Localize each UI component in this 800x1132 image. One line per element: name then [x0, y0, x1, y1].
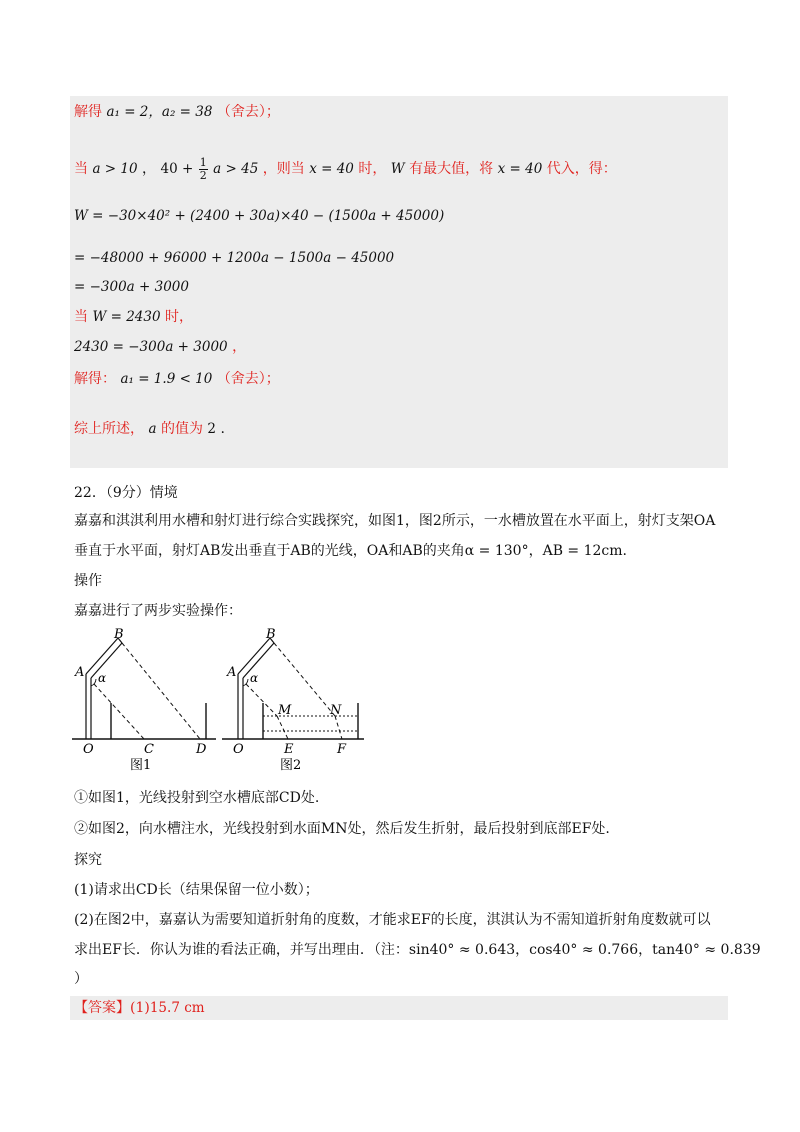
fig2-label-F: F [337, 742, 347, 757]
step-2: ②如图2，向水槽注水，光线投射到水面MN处，然后发生折射，最后投射到底部EF处. [74, 821, 610, 837]
solution-math: a > 45 [213, 161, 259, 178]
answer-line [74, 1001, 205, 1016]
solution-line-3: W = −30×40² + (2400 + 30a)×40 − (1500a + 45000) [74, 208, 445, 224]
fig2-caption: 图2 [280, 758, 302, 773]
solution-math: a [148, 421, 157, 437]
fig2-label-E: E [284, 742, 294, 757]
solution-line-4: = −48000 + 96000 + 1200a − 1500a − 45000 [74, 250, 395, 266]
solution-text: ，则当 [262, 161, 305, 178]
fig1-label-B: B [114, 627, 124, 642]
solution-line-8 [74, 372, 280, 387]
solution-math: W [390, 161, 405, 178]
fig2-label-B: B [266, 627, 276, 642]
question-1: (1)请求出CD长（结果保留一位小数）； [74, 882, 319, 898]
solution-math: 2 [207, 421, 217, 437]
solution-text: 当 [74, 161, 88, 178]
solution-text: 的值为 [160, 421, 203, 437]
solution-text: 时， [165, 309, 194, 325]
question-2-line-2: 求出EF长．你认为谁的看法正确，并写出理由．（注：sin40° ≈ 0.643，cos40° ≈ 0.766，tan40° ≈ 0.839 [74, 942, 761, 958]
operation-text: 嘉嘉进行了两步实验操作： [74, 603, 242, 619]
solution-math: x = 40 [497, 161, 543, 178]
solution-math: a₁ = 1.9 < 10 [120, 371, 213, 387]
fraction-numerator: 1 [199, 156, 207, 169]
solution-text: 解得 [74, 104, 102, 120]
answer-label: 【答案】 [74, 1000, 130, 1016]
solution-text: 当 [74, 309, 88, 325]
solution-text: （舍去）； [216, 371, 280, 387]
operation-heading: 操作 [74, 573, 102, 589]
solution-math: x = 40 [309, 161, 354, 178]
fraction [199, 157, 208, 181]
fig1-label-O: O [83, 742, 94, 757]
solution-text: . [220, 421, 225, 437]
explore-heading: 探究 [74, 852, 102, 868]
question-2-line-3: ） [74, 971, 88, 987]
solution-text: 有最大值，将 [409, 161, 494, 178]
solution-text: 时， [358, 161, 387, 178]
solution-math: a > 10 [92, 161, 138, 178]
fig2-label-A: A [227, 665, 237, 680]
fig1-label-D: D [196, 742, 207, 757]
fig2-label-O: O [233, 742, 244, 757]
fig2-label-alpha: α [250, 671, 259, 685]
fig2-label-M: M [278, 703, 292, 718]
fig1-caption: 图1 [130, 758, 152, 773]
solution-text: 代入，得： [546, 161, 617, 178]
problem-title: 22．（9分）情境 [74, 485, 178, 501]
fraction-denominator: 2 [199, 168, 207, 182]
solution-math: W = 2430 [92, 309, 161, 325]
solution-line-9 [74, 422, 225, 437]
question-2-line-1: (2)在图2中，嘉嘉认为需要知道折射角的度数，才能求EF的长度，淇淇认为不需知道折射角度数就可以 [74, 912, 711, 928]
solution-line-7 [74, 340, 246, 355]
answer-value: 15.7 cm [149, 1000, 205, 1016]
solution-line-6 [74, 310, 193, 325]
fig2-label-N: N [330, 703, 342, 718]
solution-math: 2430 = −300a + 3000 [74, 339, 228, 355]
solution-math: a₁ = 2，a₂ = 38 [106, 104, 213, 120]
answer-part: (1) [130, 1000, 150, 1016]
solution-text: 解得： [74, 371, 116, 387]
solution-text: ， [142, 161, 157, 178]
fig1-label-C: C [144, 742, 154, 757]
solution-text: 综上所述， [74, 421, 144, 437]
fig1-label-alpha: α [98, 671, 107, 685]
solution-text: ， [232, 339, 247, 355]
solution-line-1 [74, 105, 280, 120]
solution-text: （舍去）； [216, 104, 280, 120]
problem-paragraph-1: 嘉嘉和淇淇利用水槽和射灯进行综合实践探究，如图1，图2所示，一水槽放置在水平面上，射灯支架OA [74, 513, 716, 529]
fig1-label-A: A [75, 665, 85, 680]
problem-paragraph-2: 垂直于水平面，射灯AB发出垂直于AB的光线，OA和AB的夹角α = 130°，AB = 12cm. [74, 543, 627, 559]
solution-math: 40 + [160, 161, 194, 178]
figure-1 [70, 626, 220, 776]
solution-line-5: = −300a + 3000 [74, 279, 189, 295]
step-1: ①如图1，光线投射到空水槽底部CD处. [74, 790, 320, 806]
solution-line-2 [74, 157, 617, 181]
figure-2 [222, 626, 372, 776]
